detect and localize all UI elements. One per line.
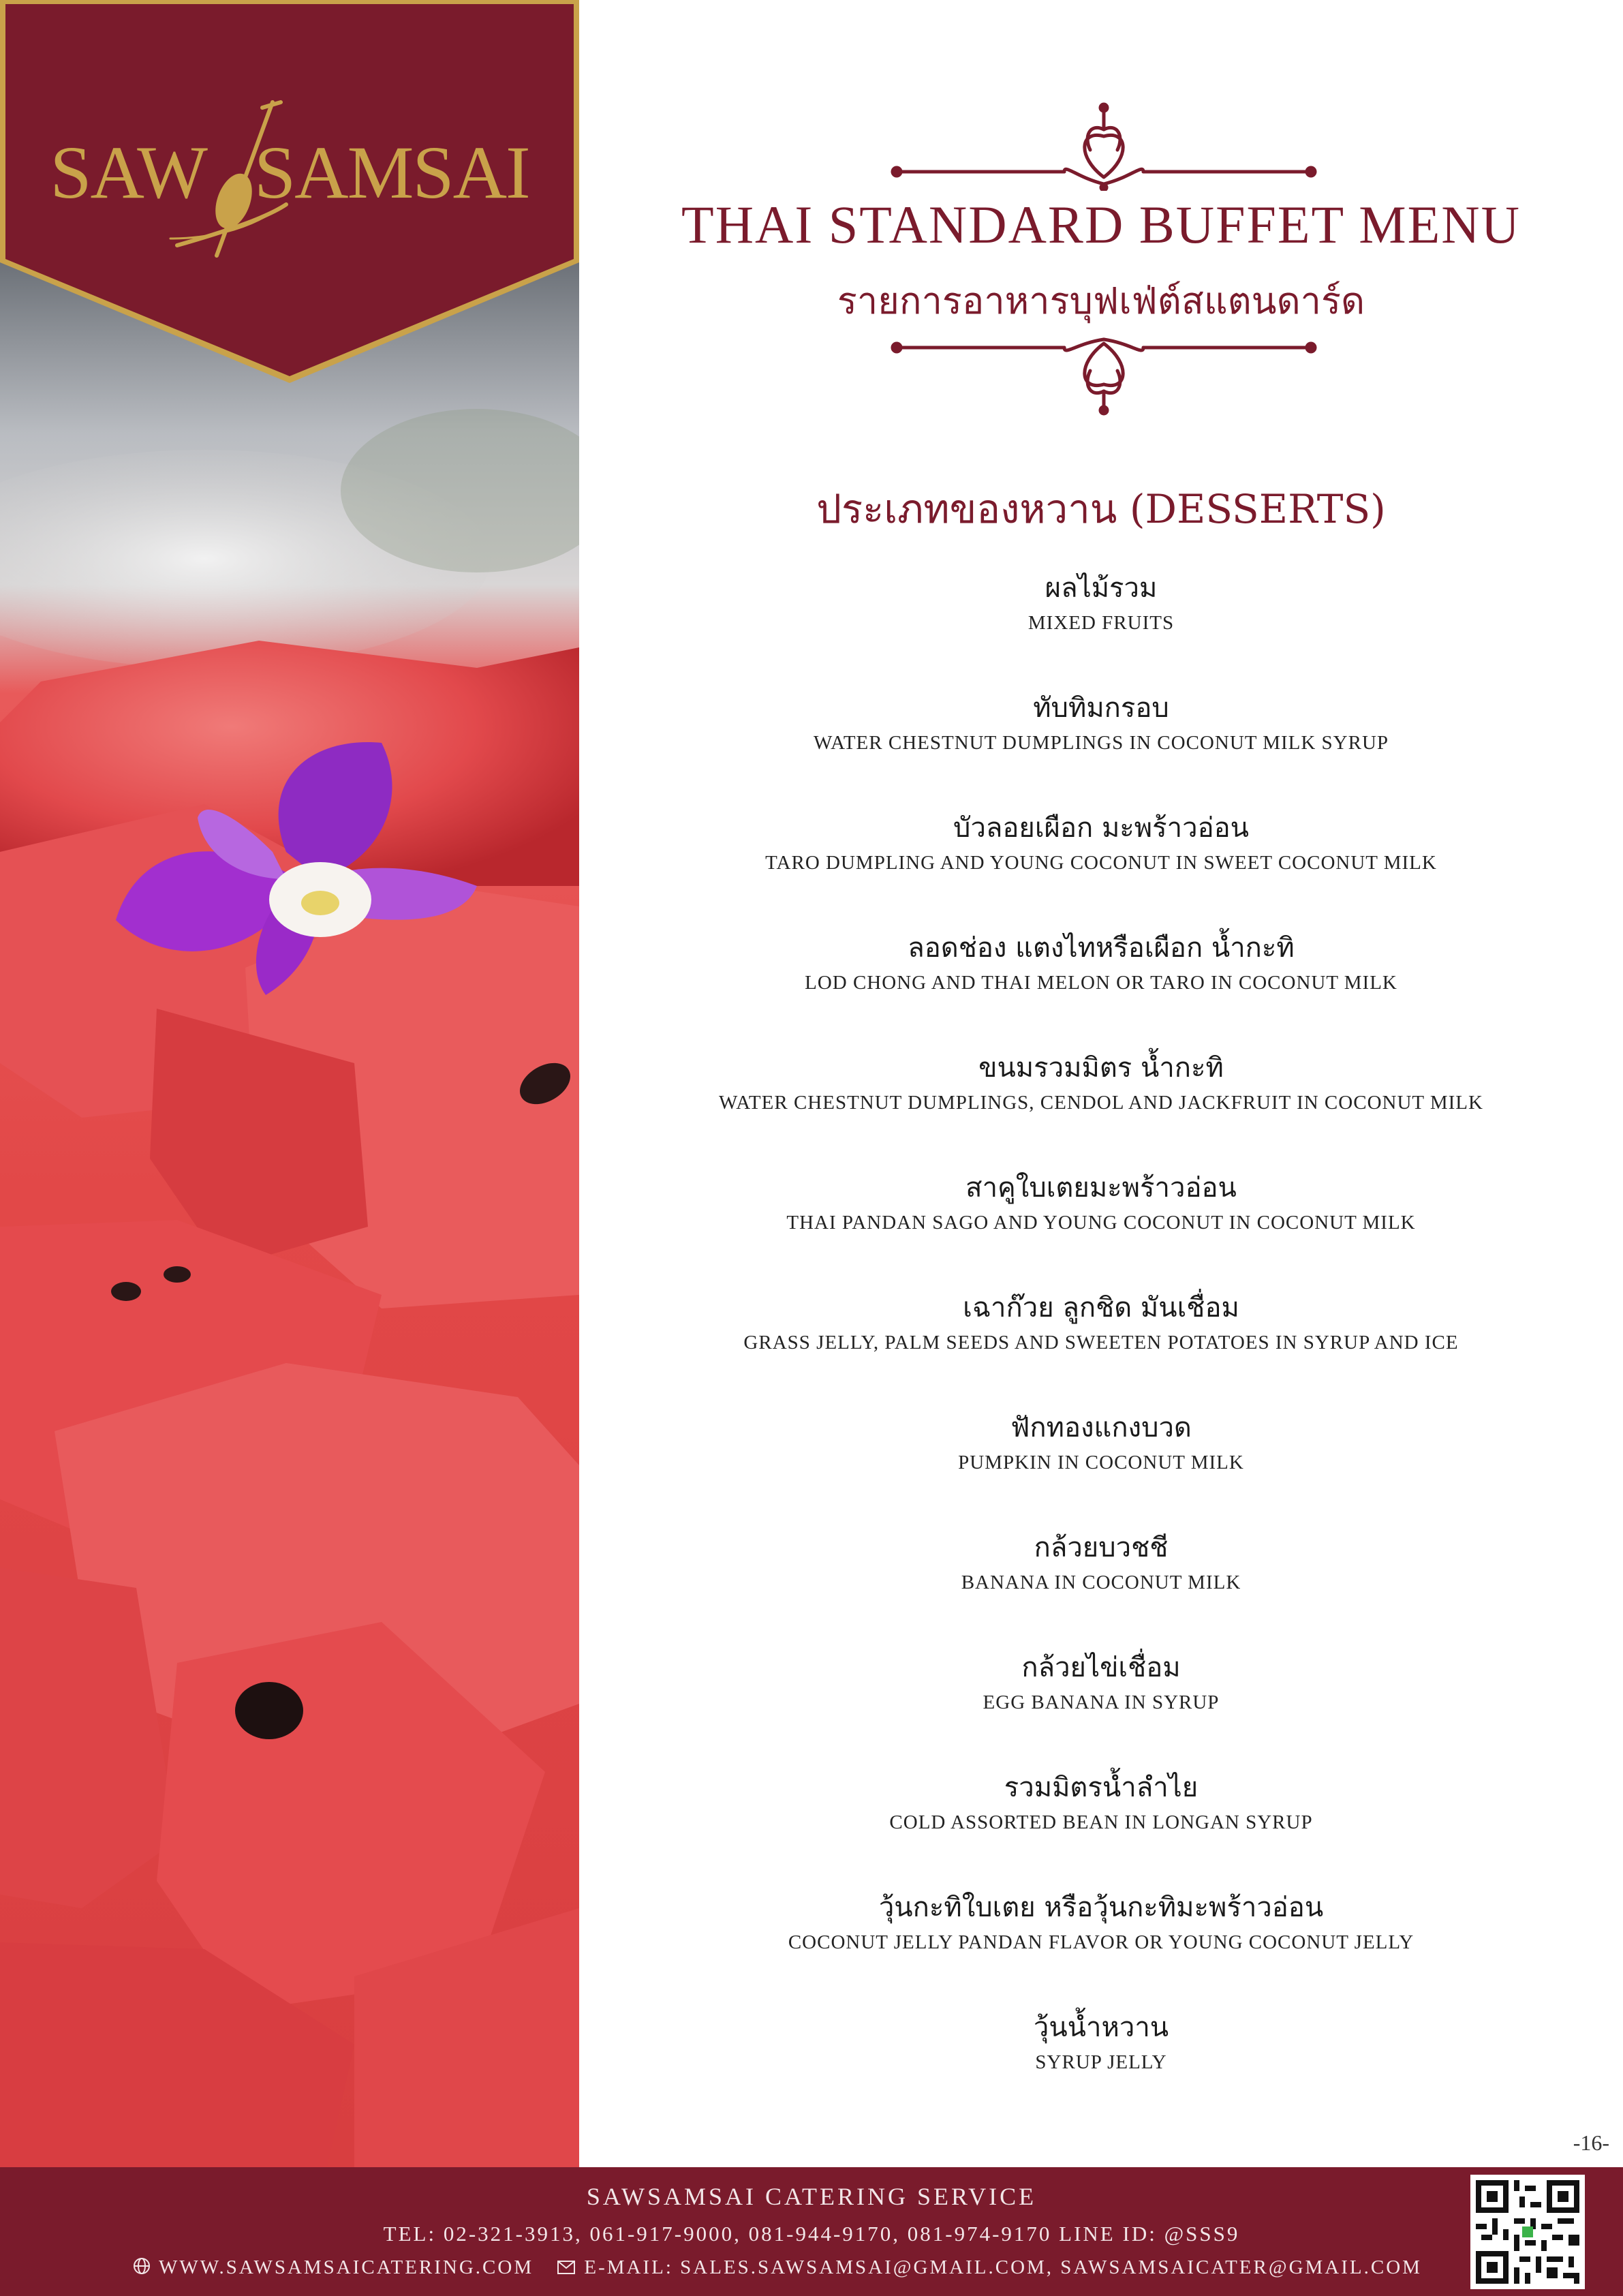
menu-item bbox=[579, 1649, 1623, 1769]
mail-icon bbox=[557, 2258, 576, 2280]
footer bbox=[0, 2167, 1623, 2296]
menu-item-english: COCONUT JELLY PANDAN FLAVOR OR YOUNG COCONUT JELLY bbox=[788, 1931, 1415, 1953]
ornament-bottom-icon bbox=[886, 334, 1322, 416]
menu-item-thai: กล้วยบวชชี bbox=[1034, 1532, 1169, 1563]
dessert-menu-list bbox=[579, 569, 1623, 2128]
menu-item-thai: เฉาก๊วย ลูกชิด มันเชื่อม bbox=[963, 1292, 1239, 1323]
brand-logo-right: SAMSAI bbox=[253, 131, 529, 214]
menu-item bbox=[579, 1409, 1623, 1529]
menu-item-english: TARO DUMPLING AND YOUNG COCONUT IN SWEET COCONUT MILK bbox=[765, 852, 1437, 874]
menu-item-thai: สาคูใบเตยมะพร้าวอ่อน bbox=[965, 1172, 1237, 1204]
menu-item-thai: ผลไม้รวม bbox=[1045, 572, 1158, 604]
brand-logo bbox=[0, 129, 579, 216]
menu-item-thai: วุ้นน้ำหวาน bbox=[1033, 2012, 1169, 2043]
menu-item-thai: บัวลอยเผือก มะพร้าวอ่อน bbox=[953, 812, 1249, 844]
menu-item-english: PUMPKIN IN COCONUT MILK bbox=[958, 1452, 1244, 1473]
menu-title-thai: รายการอาหารบุฟเฟ่ต์สแตนดาร์ด bbox=[837, 279, 1365, 322]
menu-item-english: BANANA IN COCONUT MILK bbox=[961, 1572, 1241, 1593]
menu-item bbox=[579, 569, 1623, 689]
menu-item bbox=[579, 1289, 1623, 1409]
footer-company-name: SAWSAMSAI CATERING SERVICE bbox=[586, 2183, 1037, 2210]
menu-item-thai: ลอดช่อง แตงไทหรือเผือก น้ำกะทิ bbox=[908, 932, 1295, 964]
menu-item bbox=[579, 1049, 1623, 1169]
menu-item-english: GRASS JELLY, PALM SEEDS AND SWEETEN POTATOES IN SYRUP AND ICE bbox=[743, 1332, 1459, 1353]
menu-item-thai: ขนมรวมมิตร น้ำกะทิ bbox=[978, 1052, 1224, 1084]
footer-web-email bbox=[133, 2256, 1422, 2280]
footer-contact-numbers: TEL: 02-321-3913, 061-917-9000, 081-944-9170, 081-974-9170 LINE ID: @SSS9 bbox=[383, 2222, 1240, 2246]
page-number: -16- bbox=[1573, 2130, 1609, 2155]
ornament-top-icon bbox=[886, 102, 1322, 191]
menu-item-thai: วุ้นกะทิใบเตย หรือวุ้นกะทิมะพร้าวอ่อน bbox=[878, 1892, 1324, 1923]
website-link[interactable]: WWW.SAWSAMSAICATERING.COM bbox=[159, 2256, 534, 2278]
menu-item bbox=[579, 809, 1623, 929]
menu-item-english: THAI PANDAN SAGO AND YOUNG COCONUT IN COCONUT MILK bbox=[786, 1212, 1416, 1234]
menu-item bbox=[579, 1529, 1623, 1649]
menu-item-english: WATER CHESTNUT DUMPLINGS, CENDOL AND JACKFRUIT IN COCONUT MILK bbox=[719, 1092, 1483, 1114]
menu-item-english: LOD CHONG AND THAI MELON OR TARO IN COCONUT MILK bbox=[805, 972, 1397, 994]
menu-item bbox=[579, 1169, 1623, 1289]
globe-icon bbox=[133, 2257, 151, 2280]
menu-item-english: WATER CHESTNUT DUMPLINGS IN COCONUT MILK SYRUP bbox=[813, 732, 1389, 754]
menu-item-english: SYRUP JELLY bbox=[1035, 2051, 1167, 2073]
menu-item-thai: รวมมิตรน้ำลำไย bbox=[1004, 1772, 1199, 1803]
menu-item bbox=[579, 929, 1623, 1049]
menu-item-english: MIXED FRUITS bbox=[1027, 612, 1175, 634]
section-title-desserts: ประเภทของหวาน (DESSERTS) bbox=[816, 486, 1386, 532]
menu-item bbox=[579, 1769, 1623, 1888]
menu-title-english: THAI STANDARD BUFFET MENU bbox=[681, 195, 1521, 254]
menu-item-thai: ฟักทองแกงบวด bbox=[1010, 1412, 1192, 1443]
menu-item-english: COLD ASSORTED BEAN IN LONGAN SYRUP bbox=[889, 1811, 1313, 1833]
menu-item bbox=[579, 1888, 1623, 2008]
qr-code-icon[interactable] bbox=[1470, 2175, 1585, 2289]
email-link[interactable]: E-MAIL: SALES.SAWSAMSAI@GMAIL.COM, SAWSAMSAICATER@GMAIL.COM bbox=[584, 2256, 1422, 2278]
menu-item-thai: ทับทิมกรอบ bbox=[1033, 692, 1169, 724]
logo-banner bbox=[0, 0, 579, 388]
brand-logo-left: SAW bbox=[50, 131, 206, 214]
menu-item-thai: กล้วยไข่เชื่อม bbox=[1021, 1652, 1181, 1683]
menu-item bbox=[579, 689, 1623, 809]
menu-item-english: EGG BANANA IN SYRUP bbox=[983, 1692, 1220, 1713]
menu-item bbox=[579, 2008, 1623, 2128]
